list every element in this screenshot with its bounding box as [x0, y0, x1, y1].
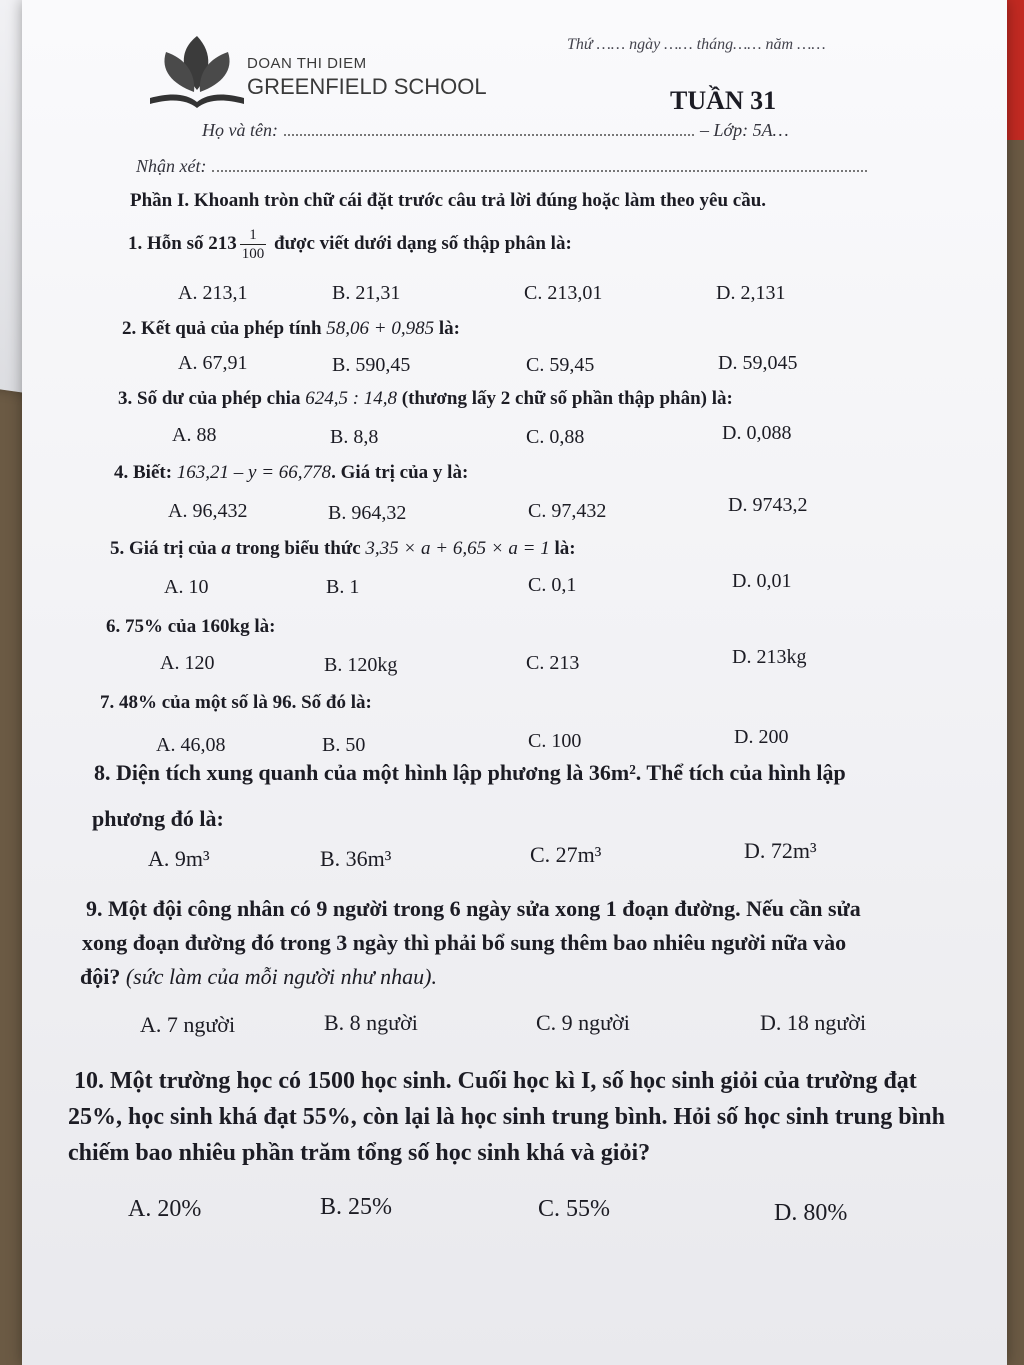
option-4a[interactable]: A. 96,432 [168, 500, 248, 522]
option-2d[interactable]: D. 59,045 [718, 352, 798, 374]
question-8-line1: 8. Diện tích xung quanh của một hình lập phương là 36m². Thể tích của hình lập [94, 760, 846, 785]
option-6a[interactable]: A. 120 [160, 652, 215, 674]
question-3 [118, 388, 733, 410]
option-1c[interactable]: C. 213,01 [524, 282, 603, 304]
option-9d[interactable]: D. 18 người [760, 1010, 867, 1035]
question-note: (sức làm của mỗi người như nhau). [120, 964, 437, 989]
section-title: Phần I. Khoanh tròn chữ cái đặt trước câu trả lời đúng hoặc làm theo yêu cầu. [130, 190, 767, 211]
option-8b[interactable]: B. 36m³ [320, 846, 392, 871]
option-10a[interactable]: A. 20% [128, 1196, 202, 1222]
option-2c[interactable]: C. 59,45 [526, 354, 595, 376]
expression: 3,35 × a + 6,65 × a = 1 [365, 538, 550, 559]
question-4 [114, 462, 468, 484]
fraction-numerator: 1 [240, 226, 267, 245]
option-2b[interactable]: B. 590,45 [332, 354, 411, 376]
school-logo-icon [142, 32, 252, 112]
question-7: 7. 48% của một số là 96. Số đó là: [100, 692, 372, 713]
school-name-line2: GREENFIELD SCHOOL [247, 74, 487, 99]
question-text: là: [434, 318, 460, 339]
option-1a[interactable]: A. 213,1 [178, 282, 248, 304]
option-4d[interactable]: D. 9743,2 [728, 494, 808, 516]
question-text: 4. Biết: [114, 462, 177, 483]
worksheet-page [22, 0, 1007, 1365]
question-text: được viết dưới dạng số thập phân là: [269, 232, 572, 254]
question-5 [110, 538, 576, 560]
remark-field[interactable] [212, 170, 867, 172]
option-3c[interactable]: C. 0,88 [526, 426, 585, 448]
remark-line [136, 156, 867, 177]
option-9b[interactable]: B. 8 người [324, 1010, 418, 1035]
name-label: Họ và tên: [202, 120, 278, 140]
option-9a[interactable]: A. 7 người [140, 1012, 236, 1037]
question-10-line1: 10. Một trường học có 1500 học sinh. Cuối học kì I, số học sinh giỏi của trường đạt [74, 1068, 917, 1094]
question-1 [128, 226, 572, 263]
mixed-fraction [240, 226, 267, 263]
option-5a[interactable]: A. 10 [164, 576, 209, 598]
week-title: TUẦN 31 [670, 86, 777, 115]
option-1d[interactable]: D. 2,131 [716, 282, 786, 304]
question-text: 1. Hỗn số 213 [128, 232, 237, 254]
option-8c[interactable]: C. 27m³ [530, 842, 602, 867]
expression: 624,5 : 14,8 [305, 388, 398, 409]
school-name-line1: DOAN THI DIEM [247, 55, 367, 72]
fraction-denominator: 100 [241, 246, 265, 262]
option-5b[interactable]: B. 1 [326, 576, 360, 598]
option-1b[interactable]: B. 21,31 [332, 282, 401, 304]
question-8-line2: phương đó là: [92, 806, 224, 831]
variable: a [221, 538, 231, 559]
option-6b[interactable]: B. 120kg [324, 654, 398, 676]
question-text: đội? [80, 964, 121, 989]
option-3b[interactable]: B. 8,8 [330, 426, 379, 448]
option-10d[interactable]: D. 80% [774, 1200, 848, 1226]
option-7d[interactable]: D. 200 [734, 726, 789, 748]
question-10-line3: chiếm bao nhiêu phần trăm tổng số học sinh khá và giỏi? [68, 1140, 651, 1166]
remark-label: Nhận xét: [136, 156, 207, 176]
option-4c[interactable]: C. 97,432 [528, 500, 607, 522]
option-5c[interactable]: C. 0,1 [528, 574, 577, 596]
question-9-line2: xong đoạn đường đó trong 3 ngày thì phải bổ sung thêm bao nhiêu người nữa vào [82, 930, 847, 955]
option-3d[interactable]: D. 0,088 [722, 422, 792, 444]
question-2 [122, 318, 460, 340]
question-text: . Giá trị của y là: [331, 462, 469, 483]
option-8d[interactable]: D. 72m³ [744, 838, 817, 863]
name-line [202, 120, 789, 141]
option-7a[interactable]: A. 46,08 [156, 734, 226, 756]
question-text: (thương lấy 2 chữ số phần thập phân) là: [397, 388, 733, 409]
question-6: 6. 75% của 160kg là: [106, 616, 276, 637]
option-3a[interactable]: A. 88 [172, 424, 217, 446]
question-text: 3. Số dư của phép chia [118, 388, 306, 409]
question-text: trong biểu thức [230, 538, 366, 559]
expression: 163,21 – y = 66,778 [176, 462, 332, 483]
question-10-line2: 25%, học sinh khá đạt 55%, còn lại là học sinh trung bình. Hỏi số học sinh trung bình [68, 1104, 945, 1130]
question-9-line3 [80, 964, 437, 990]
question-text: 2. Kết quả của phép tính [122, 318, 327, 339]
option-7c[interactable]: C. 100 [528, 730, 582, 752]
question-9-line1: 9. Một đội công nhân có 9 người trong 6 ngày sửa xong 1 đoạn đường. Nếu cần sửa [86, 896, 861, 921]
option-6d[interactable]: D. 213kg [732, 646, 807, 668]
date-line: Thứ …… ngày …… tháng…… năm …… [567, 36, 826, 53]
option-8a[interactable]: A. 9m³ [148, 846, 210, 871]
question-text: 5. Giá trị của [110, 538, 222, 559]
option-7b[interactable]: B. 50 [322, 734, 366, 756]
option-9c[interactable]: C. 9 người [536, 1010, 630, 1035]
name-field[interactable] [284, 134, 694, 136]
option-5d[interactable]: D. 0,01 [732, 570, 792, 592]
expression: 58,06 + 0,985 [326, 318, 435, 339]
option-6c[interactable]: C. 213 [526, 652, 580, 674]
option-10c[interactable]: C. 55% [538, 1196, 610, 1222]
option-4b[interactable]: B. 964,32 [328, 502, 407, 524]
option-10b[interactable]: B. 25% [320, 1194, 392, 1220]
question-text: là: [549, 538, 576, 559]
class-label: – Lớp: 5A… [699, 120, 789, 140]
option-2a[interactable]: A. 67,91 [178, 352, 248, 374]
